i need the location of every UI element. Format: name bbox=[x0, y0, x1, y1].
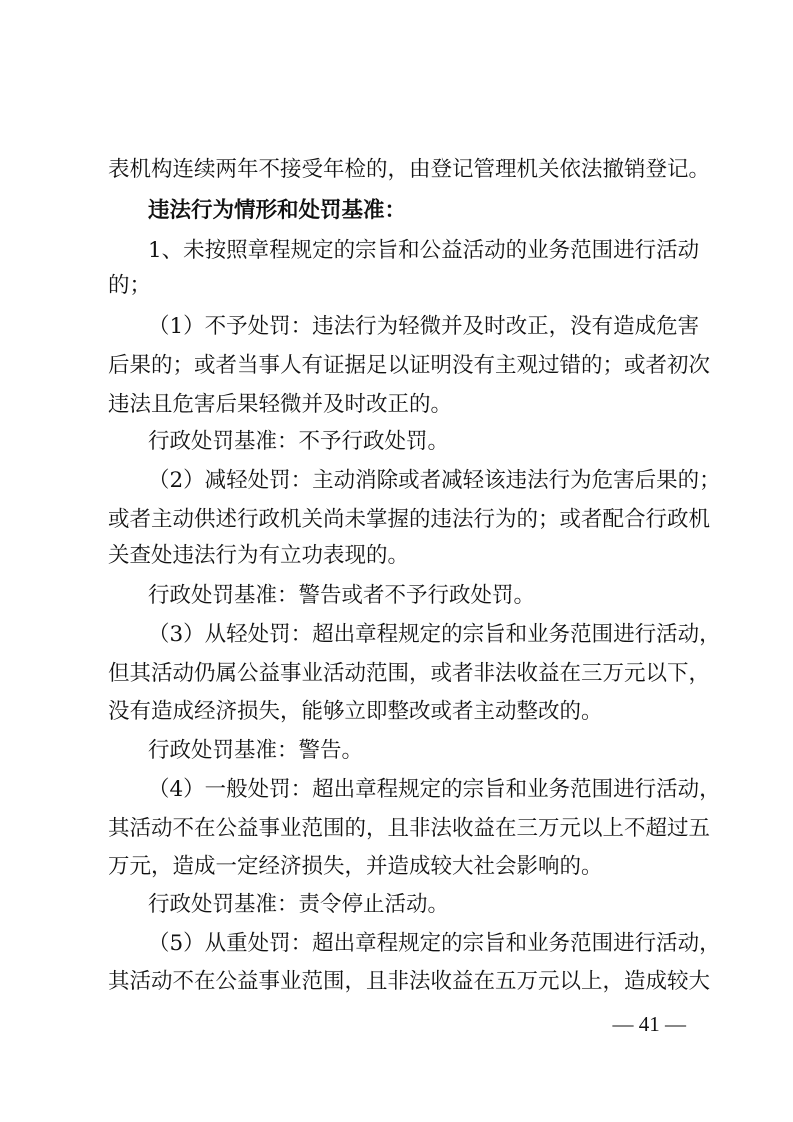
text-line: 但其活动仍属公益事业活动范围，或者非法收益在三万元以下， bbox=[108, 661, 711, 686]
page-number: — 41 — bbox=[612, 1012, 686, 1036]
text-line: （4）一般处罚：超出章程规定的宗旨和业务范围进行活动， bbox=[148, 777, 721, 802]
text-line: 行政处罚基准：责令停止活动。 bbox=[148, 892, 450, 917]
text-line: （3）从轻处罚：超出章程规定的宗旨和业务范围进行活动， bbox=[148, 622, 721, 647]
text-line: 表机构连续两年不接受年检的，由登记管理机关依法撤销登记。 bbox=[108, 157, 711, 182]
text-line: 没有造成经济损失，能够立即整改或者主动整改的。 bbox=[108, 699, 603, 724]
text-line: 违法且危害后果轻微并及时改正的。 bbox=[108, 392, 453, 417]
text-line: 行政处罚基准：警告。 bbox=[148, 738, 364, 763]
text-line: 后果的；或者当事人有证据足以证明没有主观过错的；或者初次 bbox=[108, 353, 711, 378]
text-line: 的； bbox=[108, 273, 152, 298]
text-line: 其活动不在公益事业范围的，且非法收益在三万元以上不超过五 bbox=[108, 816, 711, 841]
text-line: （5）从重处罚：超出章程规定的宗旨和业务范围进行活动， bbox=[148, 931, 721, 956]
text-line: （1）不予处罚：违法行为轻微并及时改正，没有造成危害 bbox=[148, 314, 700, 339]
text-line: （2）减轻处罚：主动消除或者减轻该违法行为危害后果的； bbox=[148, 468, 721, 493]
text-line: 或者主动供述行政机关尚未掌握的违法行为的；或者配合行政机 bbox=[108, 507, 711, 532]
text-line: 行政处罚基准：不予行政处罚。 bbox=[148, 429, 450, 454]
text-line: 其活动不在公益事业范围，且非法收益在五万元以上，造成较大 bbox=[108, 969, 711, 994]
text-line: 关查处违法行为有立功表现的。 bbox=[108, 543, 410, 568]
section-heading: 违法行为情形和处罚基准： bbox=[148, 198, 407, 223]
text-line: 万元，造成一定经济损失，并造成较大社会影响的。 bbox=[108, 854, 603, 879]
text-line: 行政处罚基准：警告或者不予行政处罚。 bbox=[148, 583, 536, 608]
text-line: 1、未按照章程规定的宗旨和公益活动的业务范围进行活动 bbox=[148, 238, 700, 263]
